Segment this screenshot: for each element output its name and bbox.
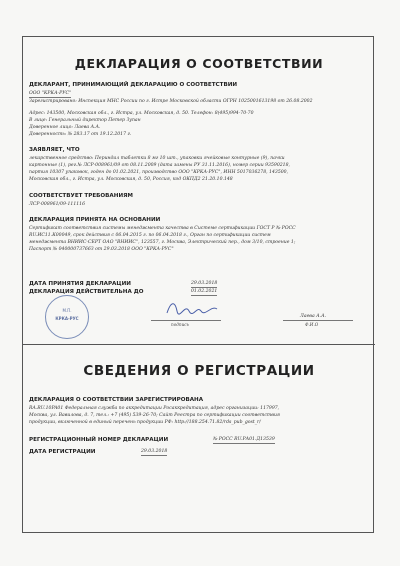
declares-line: партия 10307 упаковок, годен до 01.02.2021, производство ООО "КРКА-РУС", ИНН 5017036278, 143500, xyxy=(29,170,289,175)
applicant-power: Доверенность: № 283.17 от 19.12.2017 г. xyxy=(29,132,132,137)
declares-line: картонные (1), рег.№ ЛСР-008961/09 от 08.11.2009 (дата замены РУ 31.11.2016), номер серии 93590218, xyxy=(29,163,290,168)
basis-header: ДЕКЛАРАЦИЯ ПРИНЯТА НА ОСНОВАНИИ xyxy=(29,217,161,223)
company-stamp xyxy=(45,295,89,339)
basis-line: Паспорт № 04000073766З от 29.03.2018 ООО "КРКА-РУС" xyxy=(29,247,174,252)
declares-line: лекарственное средство: Периндал таблетки 8 мг 10 шт., упаковки ячейковые контурные (9), пачки xyxy=(29,156,285,161)
handwritten-signature xyxy=(163,299,221,319)
requirements-value: ЛСР-008961/09-111116 xyxy=(29,202,86,207)
basis-line: RU.ИС11.К00049, срок действия с 06.04.2015 г. по 06.04.2018 г., Орган по сертификации систем xyxy=(29,233,271,238)
valid-until-label: ДЕКЛАРАЦИЯ ДЕЙСТВИТЕЛЬНА ДО xyxy=(29,289,144,295)
declares-header: ЗАЯВЛЯЕТ, ЧТО xyxy=(29,147,80,153)
declares-line: Московская обл., г. Истра, ул. Московская, д. 50, Россия, код ОКПД2 21.20.10.148 xyxy=(29,177,233,182)
registration-date-value: 29.03.2018 xyxy=(141,449,168,454)
signer-caption: Ф.И.О xyxy=(305,322,319,327)
applicant-trusted: Доверенное лицо: Лаева А.А. xyxy=(29,125,101,130)
applicant-header: ДЕКЛАРАНТ, ПРИНИМАЮЩИЙ ДЕКЛАРАЦИЮ О СООТВЕТСТВИИ xyxy=(29,82,238,88)
valid-until-value: 01.02.2021 xyxy=(191,289,218,294)
registration-title: СВЕДЕНИЯ О РЕГИСТРАЦИИ xyxy=(83,363,315,379)
page-title: ДЕКЛАРАЦИЯ О СООТВЕТСТВИИ xyxy=(74,56,324,71)
registration-line: RA.RU.10PA01 Федеральная служба по аккредитации Росаккредитация, адрес организации: 117997, xyxy=(29,406,280,411)
stamp-company: КРКА-РУС xyxy=(55,316,79,321)
applicant-registered: Зарегистрировано: Инспекция МНС России по г. Истре Московской области ОГРН 1025001613198 от 26.08.2002 xyxy=(29,99,313,104)
registration-date-label: ДАТА РЕГИСТРАЦИИ xyxy=(29,449,96,455)
accepted-date-value: 29.03.2018 xyxy=(191,281,218,286)
registration-number-value: № РОСС RU.РА01.Д13539 xyxy=(213,437,275,442)
declaration-frame xyxy=(22,36,374,533)
basis-line: Сертификат соответствия системы менеджмента качества в Системе сертификации ГОСТ Р № РОСС xyxy=(29,226,296,231)
stamp-label: М.П. xyxy=(62,308,72,313)
applicant-address: Адрес: 143500, Московская обл., г. Истра, ул. Московская, д. 50. Телефон: 8(495)994-70-70 xyxy=(29,111,254,116)
requirements-header: СООТВЕТСТВУЕТ ТРЕБОВАНИЯМ xyxy=(29,193,133,199)
registration-line: продукции, включенной в единый перечень продукции РФ: http://188.254.71.82/rds_pub_gost_r/ xyxy=(29,420,261,425)
section-divider xyxy=(23,344,375,345)
registration-line: Москва, ул. Вавилова, д. 7, тел.: +7 (495) 539-26-70; Сайт Реестра по сертификации соответствия xyxy=(29,413,280,418)
applicant-person: В лице: Генеральный директор Петер Зупан xyxy=(29,118,141,123)
accepted-date-label: ДАТА ПРИНЯТИЯ ДЕКЛАРАЦИИ xyxy=(29,281,131,287)
registration-number-label: РЕГИСТРАЦИОННЫЙ НОМЕР ДЕКЛАРАЦИИ xyxy=(29,437,169,443)
applicant-name: ООО "КРКА-РУС" xyxy=(29,91,72,96)
basis-line: менеджмента ВНИИС-СЕРТ ОАО "ВНИИС", 123557, г. Москва, Электрический пер., дом 3/10, строение 1; xyxy=(29,240,296,245)
signature-caption: подпись xyxy=(171,322,189,327)
signer-name: Лаева А.А. xyxy=(300,314,327,319)
registration-header: ДЕКЛАРАЦИЯ О СООТВЕТСТВИИ ЗАРЕГИСТРИРОВАНА xyxy=(29,397,204,403)
